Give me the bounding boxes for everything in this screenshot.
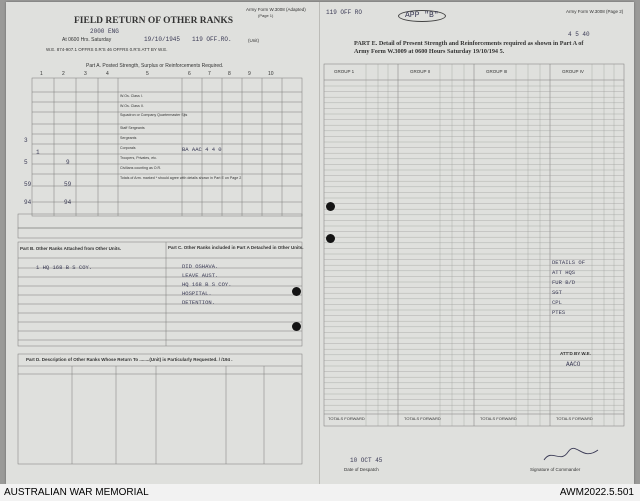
handwritten-aaco: AACO [566,361,581,368]
footer-right: AWM2022.5.501 [559,487,634,498]
group-label: GROUP 1 [334,69,355,74]
return-date: 19/10/1945 [144,36,181,43]
handwritten-figure: 59 [64,181,72,188]
totals-forward-label: TOTALS FORWARD [404,416,441,421]
rank-label: W.Os. Class I. [120,94,143,98]
form-reference: Army Form W.3008 (Adapted) [246,7,306,12]
rank-label: Totals of Arm. marked * should agree with details shown in Part E on Page 2 [120,176,242,180]
column-number: 7 [208,71,211,77]
rank-label: Civilians counting as O.R. [120,166,162,170]
column-number: 4 [106,71,109,77]
page-title: FIELD RETURN OF OTHER RANKS [74,16,234,26]
column-number: 6 [188,71,191,77]
part-d-heading: Part D. Description of Other Ranks Whose Return To ........(Unit) is Particularly Requested. / /194 . [26,357,233,362]
punch-hole [326,202,335,211]
at-hours-label: At 0600 Hrs. Saturday [62,37,112,43]
handwritten-entry: CPL [552,299,562,306]
handwritten-figure: 94 [64,199,72,206]
column-number: 3 [84,71,87,77]
handwritten-code: 4 5 40 [568,31,590,38]
we-line: W.E. 874-907.1 OFFRS 0.R'S 46 OFFRS 0.R'S ATT BY W.E. [46,47,168,52]
handwritten-entry: DETAILS OF [552,259,586,266]
part-b-entry: 1 HQ 168 B S COY. [36,264,93,271]
column-number: 10 [268,71,274,77]
form-reference-right: Army Form W.3008 (Page 2) [566,9,624,14]
group-label: GROUP II [410,69,431,74]
document-sheet [6,2,634,484]
rank-label: Staff Sergeants [120,126,145,130]
despatch-date: 10 OCT 45 [350,457,383,464]
part-c-entry: HQ 168 B S COY. [182,281,232,288]
part-c-entry: DID OSHAVA. [182,263,219,270]
handwritten-entry: SGT [552,289,562,296]
handwritten-top: 2000 ENG [90,28,119,35]
handwritten-figure: 1 [36,149,40,156]
part-e-heading: PART E. Detail of Present Strength and Reinforcements required as shown in Part A of Army Form W.3009 at 0600 Hours Saturday 19/10/194 5. [354,40,584,55]
column-number: 1 [40,71,43,77]
archive-footer [0,484,640,501]
rank-label: Squadron or Company Quartermaster Sjts [120,113,188,117]
handwritten-entry: PTES [552,309,566,316]
handwritten-entry: ATT HQS [552,269,576,276]
unit-value: 119 OFF.RO. [192,36,232,43]
group-label: GROUP IV [562,69,584,74]
handwritten-figure: 9 [66,159,70,166]
unit-label: (Unit) [248,38,259,43]
part-b-heading: Part B. Other Ranks Attached from Other Units. [20,246,122,251]
handwritten-unit: 119 OFF RO [326,9,363,16]
handwritten-figure: 94 [24,199,32,206]
despatch-label: Date of Despatch [344,467,379,472]
rank-label: Sergeants [120,136,137,140]
group-label: GROUP III [486,69,508,74]
right-ruled-grid [320,2,634,484]
column-number: 8 [228,71,231,77]
part-c-entry: HOSPITAL. [182,290,212,297]
punch-hole [326,234,335,243]
totals-forward-label: TOTALS FORWARD [556,416,593,421]
punch-hole [292,287,301,296]
part-c-entry: DETENTION. [182,299,216,306]
column-number: 5 [146,71,149,77]
handwritten-figure: 3 [24,137,28,144]
signature-label: Signature of Commander [530,467,581,472]
right-page [320,2,634,484]
part-c-heading: Part C. Other Ranks included in Part A Detached in Other Units. [168,245,304,250]
rank-label: W.Os. Class II. [120,104,144,108]
handwritten-entry: FUR B/D [552,279,576,286]
punch-hole [292,322,301,331]
handwritten-figure: 5 [24,159,28,166]
footer-left: AUSTRALIAN WAR MEMORIAL [4,487,149,498]
part-c-entry: LEAVE AUST. [182,272,219,279]
appendix-mark: APP "B" [398,10,446,22]
totals-forward-label: TOTALS FORWARD [328,416,365,421]
column-number: 2 [62,71,65,77]
rank-label: Corporals [120,146,136,150]
handwritten-codes: BA AAC 4 4 0 [182,146,222,153]
left-page [6,2,320,484]
part-a-heading: Part A. Posted Strength, Surplus or Reinforcements Required. [86,63,224,69]
handwritten-figure: 59 [24,181,32,188]
totals-forward-label: TOTALS FORWARD [480,416,517,421]
signature-scribble [542,446,602,466]
page-reference: (Page 1) [258,13,274,18]
attached-note: ATT'D BY W.E. [560,351,591,356]
rank-label: Troopers, Privates, etc. [120,156,158,160]
column-number: 9 [248,71,251,77]
